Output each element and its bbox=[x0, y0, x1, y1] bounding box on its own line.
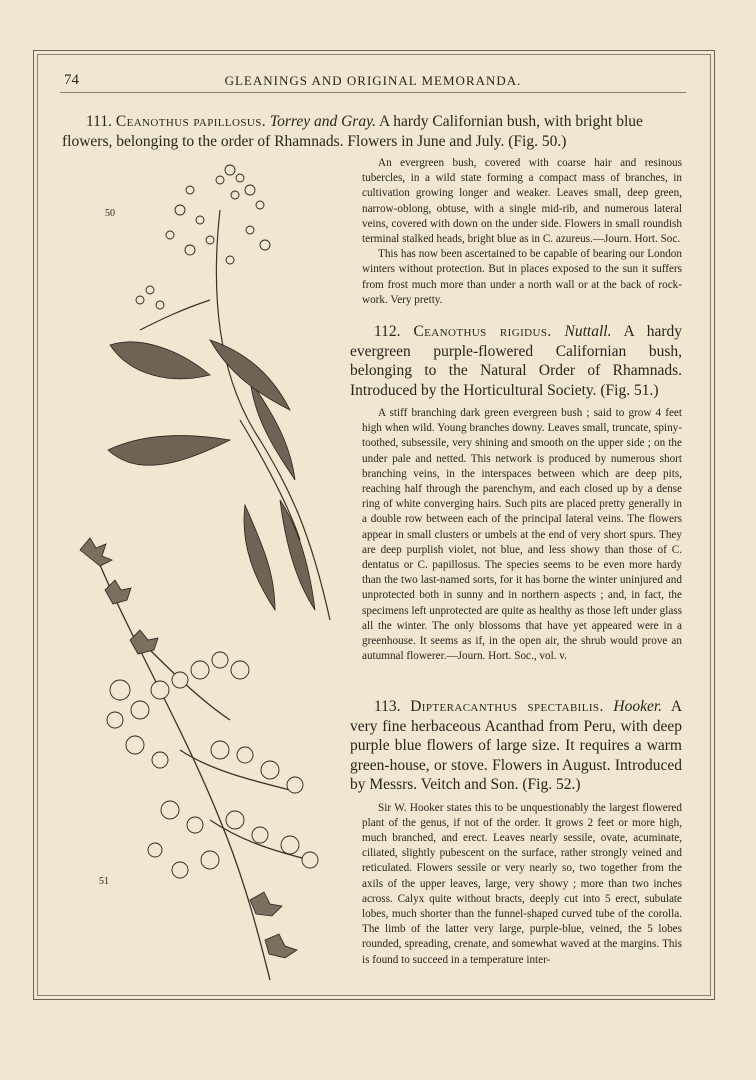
authority: Torrey and Gray. bbox=[269, 113, 376, 130]
species-name: Ceanothus rigidus. bbox=[413, 323, 552, 340]
heading-text: A hardy evergreen purple-flowered Californian bush, belonging to the Natural Order of Rhamnads. Introduced by the Horticultural Society. (Fig. 51.) bbox=[350, 323, 682, 399]
paragraph: A stiff branching dark green evergreen bush ; said to grow 4 feet high when wild. Young branches downy. Leaves small, truncate, spiny-toothed, subsessile, very shining and smooth on the upper side ; on the under pale and netted. This network is produced by numerous short branching veins, in the interspaces between which are deep pits, reaching half through the parenchym, and each closed up by a dense ring of white converging hairs. Such pits are placed pretty generally in a double row between each of the principal lateral veins. The flowers appear in small clusters or umbels at the end of very short spurs. They are deep purplish violet, not blue, and less showy than those of C. dentatus or C. papillosus. The species seems to be even more hardy than the two last-named sorts, for it has borne the winter uninjured and unprotected both in sunny and in northern aspects ; and, in fact, the specimens left unprotected are quite as healthy as those left under glass all the winter. The only blossoms that have yet appeared were in a greenhouse. It seems as if, in the open air, the shrub would prove an autumnal flowerer.—Journ. Hort. Soc., vol. v. bbox=[362, 407, 682, 663]
species-name: Dipteracanthus spectabilis. bbox=[410, 698, 604, 715]
entry-number: 112. bbox=[374, 323, 401, 340]
entry-113 bbox=[350, 697, 682, 968]
heading-text: A hardy Californian bush, with bright blue bbox=[379, 113, 643, 130]
figure-51-illustration bbox=[60, 520, 340, 990]
entry-number: 111. bbox=[86, 113, 112, 130]
heading-text: A very fine herbaceous Acanthad from Peru, with deep purple blue flowers of large size. It requires a warm green-house, or stove. Flowers in August. Introduced by Messrs. Veitch and Son. (Fig. 52.) bbox=[350, 698, 683, 793]
entry-111-body bbox=[362, 156, 682, 308]
species-name: Ceanothus papillosus. bbox=[115, 113, 267, 130]
paragraph: An evergreen bush, covered with coarse hair and resinous tubercles, in a wild state forming a compact mass of branches, in cultivation growing longer and weaker. Leaves small, deep green, narrow-oblong, obtuse, with a single mid-rib, and numerous lateral veins, covered with down on the under side. Flowers in small roundish terminal stalked heads, bright blue as in C. azureus.—Journ. Hort. Soc. bbox=[362, 157, 682, 246]
entry-number: 113. bbox=[374, 698, 401, 715]
entry-112 bbox=[350, 322, 682, 664]
authority: Hooker. bbox=[613, 698, 663, 715]
figure-50-label: 50 bbox=[105, 208, 115, 219]
heading-text-line2: flowers, belonging to the order of Rhamnads. Flowers in June and July. (Fig. 50.) bbox=[62, 133, 567, 150]
running-head: GLEANINGS AND ORIGINAL MEMORANDA. bbox=[224, 73, 522, 88]
authority: Nuttall. bbox=[564, 323, 612, 340]
page-number: 74 bbox=[64, 72, 79, 88]
paragraph: Sir W. Hooker states this to be unquestionably the largest flowered plant of the genus, if not of the order. It grows 2 feet or more high, much branched, and erect. Leaves nearly sessile, ovate, acuminate, ciliated, slightly pubescent on the surface, rather strongly veined and reticulated. Flowers sessile or very nearly so, two together from the axils of the upper leaves, large, very showy ; more than two inches across. Calyx quite without bracts, deeply cut into 5 erect, subulate lobes, much shorter than the funnel-shaped curved tube of the corolla. The limb of the latter very large, purple-blue, veined, the 5 lobes rounded, spreading, crenate, and somewhat waved at the margins. This is found to succeed in a temperature inter- bbox=[362, 801, 682, 966]
entry-111-heading bbox=[62, 112, 684, 152]
page-header bbox=[60, 70, 686, 93]
paragraph: This has now been ascertained to be capable of bearing our London winters without protection. But in places exposed to the sun it suffers from frost much more than under a north wall or at the back of rock-work. Very pretty. bbox=[362, 248, 682, 306]
figure-51-label: 51 bbox=[99, 876, 109, 887]
